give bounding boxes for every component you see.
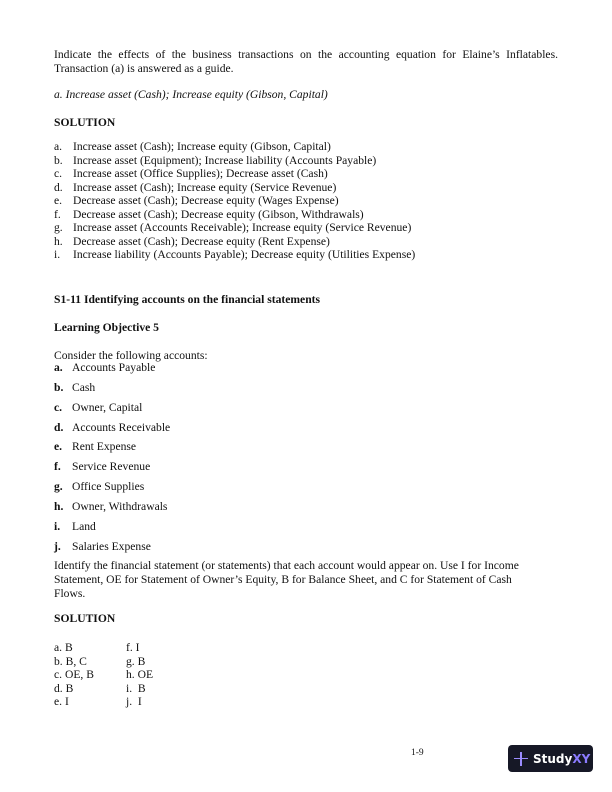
item-letter: e. (54, 440, 63, 454)
item-letter: i. (54, 519, 61, 533)
list-item (54, 480, 170, 500)
item-text: Rent Expense (72, 440, 137, 454)
item-letter: f. (54, 207, 61, 221)
item-letter: a. (54, 140, 63, 153)
item-letter: d. (54, 420, 64, 434)
list-item (54, 140, 415, 154)
answer-item: i. B (126, 681, 146, 695)
list-item (54, 221, 415, 235)
item-text: Land (72, 519, 96, 533)
item-letter: f. (54, 460, 61, 474)
intro-paragraph: Indicate the effects of the business transactions on the accounting equation for Elaine’s Inflatables. Transaction (a) is answered as a guide. (54, 48, 558, 75)
answer-item: g. B (126, 654, 146, 668)
consider-text: Consider the following accounts: (54, 349, 208, 362)
transaction-effects-list (54, 140, 415, 262)
list-item (54, 401, 170, 421)
item-letter: j. (54, 539, 61, 553)
list-item (54, 167, 415, 181)
page-number: 1-9 (411, 748, 424, 758)
list-item (54, 248, 415, 262)
item-letter: g. (54, 480, 63, 494)
plus-icon (514, 752, 528, 766)
item-letter: b. (54, 153, 63, 167)
studyxy-badge[interactable] (508, 745, 593, 772)
item-letter: b. (54, 380, 64, 394)
example-answer: a. Increase asset (Cash); Increase equity (Gibson, Capital) (54, 88, 328, 101)
list-item (54, 154, 415, 168)
list-item (54, 440, 170, 460)
item-letter: e. (54, 194, 63, 207)
item-letter: h. (54, 499, 64, 513)
accounts-list (54, 361, 170, 559)
list-item (54, 235, 415, 249)
item-text: Increase asset (Equipment); Increase liability (Accounts Payable) (73, 153, 377, 167)
item-text: Office Supplies (72, 480, 145, 494)
item-text: Decrease asset (Cash); Decrease equity (Wages Expense) (73, 194, 339, 207)
list-item (54, 194, 415, 208)
item-text: Owner, Capital (72, 400, 143, 414)
list-item (54, 381, 170, 401)
item-letter: i. (54, 248, 61, 261)
item-text: Increase asset (Cash); Increase equity (Gibson, Capital) (73, 140, 331, 153)
list-item (54, 460, 170, 480)
item-text: Service Revenue (72, 460, 151, 474)
item-text: Increase liability (Accounts Payable); Decrease equity (Utilities Expense) (73, 248, 416, 261)
exercise-title: S1-11 Identifying accounts on the financial statements (54, 293, 321, 306)
list-item (54, 181, 415, 195)
answer-item: h. OE (126, 668, 154, 681)
answer-item: e. I (54, 695, 69, 708)
item-letter: c. (54, 167, 63, 180)
solution-heading-2: SOLUTION (54, 612, 116, 625)
item-text: Cash (72, 380, 96, 394)
answer-item: b. B, C (54, 654, 87, 668)
item-text: Accounts Receivable (72, 420, 171, 434)
answer-item: d. B (54, 681, 74, 695)
answer-item: c. OE, B (54, 668, 94, 681)
item-letter: c. (54, 400, 63, 414)
answer-item: a. B (54, 641, 73, 654)
list-item (54, 500, 170, 520)
solution-heading-1: SOLUTION (54, 116, 116, 129)
learning-objective: Learning Objective 5 (54, 321, 159, 334)
answer-item: j. I (126, 695, 142, 708)
item-text: Owner, Withdrawals (72, 499, 168, 513)
badge-text-primary: Study (533, 751, 573, 766)
item-text: Decrease asset (Cash); Decrease equity (Rent Expense) (73, 234, 330, 248)
list-item (54, 540, 170, 560)
item-text: Accounts Payable (72, 361, 156, 374)
item-text: Increase asset (Office Supplies); Decrease asset (Cash) (73, 167, 328, 180)
answers-grid (54, 641, 186, 709)
answer-item: f. I (126, 641, 140, 654)
item-text: Salaries Expense (72, 539, 151, 553)
badge-text-accent: XY (572, 751, 591, 766)
list-item (54, 361, 170, 381)
item-letter: g. (54, 221, 63, 234)
item-letter: a. (54, 361, 63, 374)
item-letter: d. (54, 180, 63, 194)
instructions-paragraph: Identify the financial statement (or statements) that each account would appear on. Use I for Income Statement, OE for Statement of Owner’s Equity, B for Balance Sheet, and C for Statement of Cash Flows. (54, 559, 519, 601)
item-text: Decrease asset (Cash); Decrease equity (Gibson, Withdrawals) (73, 207, 364, 221)
item-text: Increase asset (Accounts Receivable); Increase equity (Service Revenue) (73, 221, 412, 234)
list-item (54, 208, 415, 222)
list-item (54, 421, 170, 441)
list-item (54, 520, 170, 540)
item-text: Increase asset (Cash); Increase equity (Service Revenue) (73, 180, 337, 194)
item-letter: h. (54, 234, 63, 248)
